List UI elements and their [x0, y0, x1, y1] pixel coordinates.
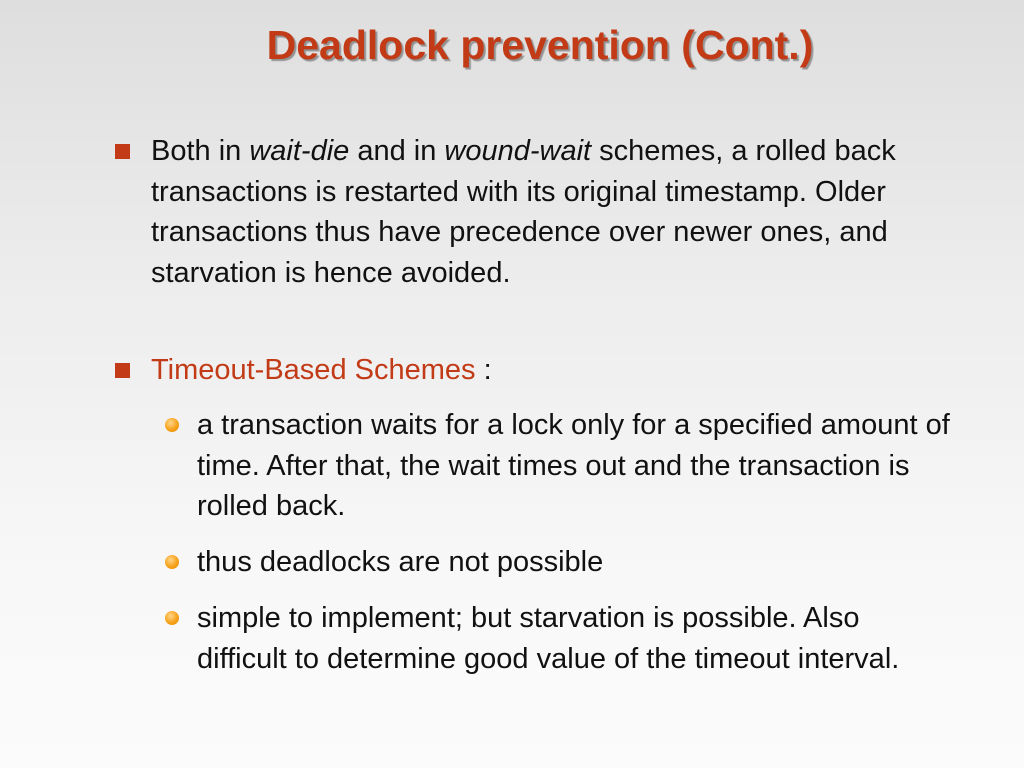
square-bullet-icon [115, 363, 130, 378]
timeout-schemes-heading: Timeout-Based Schemes [151, 354, 476, 386]
sub-bullet-waits-for-lock [197, 405, 957, 527]
bullet-text: and in [349, 135, 445, 167]
sub-bullet-text: simple to implement; but starvation is possible. Also difficult to determine good value of the timeout interval. [197, 602, 900, 675]
slide-title: Deadlock prevention (Cont.) [266, 22, 814, 68]
bullet-text: Both in [151, 135, 250, 167]
sub-bullet-no-deadlocks [197, 542, 957, 583]
circle-bullet-icon [165, 418, 179, 432]
sub-bullet-text: a transaction waits for a lock only for a specified amount of time. After that, the wait times out and the transaction is rolled back. [197, 409, 950, 522]
wound-wait-term: wound-wait [444, 135, 592, 167]
square-bullet-icon [115, 144, 130, 159]
bullet-rolled-back-timestamp [151, 131, 971, 293]
bullet-text: : [475, 354, 492, 386]
sub-bullet-simple-to-implement [197, 598, 957, 679]
wait-die-term: wait-die [249, 135, 350, 167]
sub-bullet-text: thus deadlocks are not possible [197, 546, 604, 578]
circle-bullet-icon [165, 555, 179, 569]
bullet-timeout-schemes [151, 350, 971, 391]
circle-bullet-icon [165, 611, 179, 625]
bullet-text: schemes, a rolled back transactions is restarted with its original timestamp. Older transactions thus have precedence over newer ones, and starvation is hence avoided. [151, 135, 896, 289]
